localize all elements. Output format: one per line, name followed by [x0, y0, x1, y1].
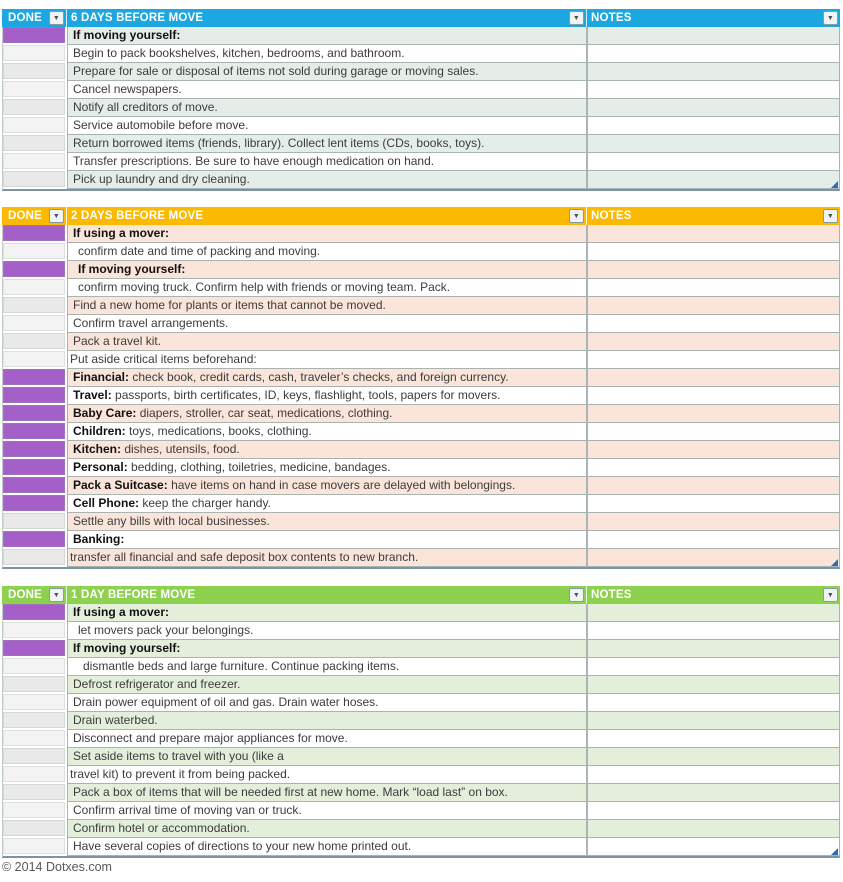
column-filter-button[interactable]	[569, 11, 584, 25]
notes-cell[interactable]	[586, 315, 839, 333]
table-row	[3, 333, 839, 351]
task-cell[interactable]	[67, 225, 586, 243]
done-cell-marked[interactable]	[3, 495, 67, 513]
notes-cell[interactable]	[586, 748, 839, 766]
task-text: have items on hand in case movers are delayed with belongings.	[167, 478, 516, 492]
task-text: Drain power equipment of oil and gas. Drain water hoses.	[73, 695, 379, 709]
task-text: Confirm arrival time of moving van or truck.	[73, 803, 302, 817]
task-text: Find a new home for plants or items that cannot be moved.	[73, 298, 386, 312]
table-row	[3, 243, 839, 261]
done-cell[interactable]	[3, 99, 67, 117]
done-cell[interactable]	[3, 676, 67, 694]
done-cell[interactable]	[3, 243, 67, 261]
done-cell[interactable]	[3, 333, 67, 351]
task-cell[interactable]	[67, 135, 586, 153]
task-text: Pick up laundry and dry cleaning.	[73, 172, 250, 186]
notes-cell[interactable]	[586, 658, 839, 676]
task-text-bold: Banking:	[73, 532, 125, 546]
notes-cell[interactable]	[586, 63, 839, 81]
table-row	[3, 658, 839, 676]
table-row	[3, 730, 839, 748]
notes-cell[interactable]	[586, 387, 839, 405]
table-row	[3, 63, 839, 81]
task-text-bold: Children:	[73, 424, 126, 438]
task-text: toys, medications, books, clothing.	[125, 424, 312, 438]
task-text-bold: Personal:	[73, 460, 128, 474]
notes-cell[interactable]	[586, 549, 839, 567]
done-column-header	[2, 9, 67, 27]
table-row	[3, 748, 839, 766]
done-cell[interactable]	[3, 45, 67, 63]
done-cell-marked[interactable]	[3, 27, 67, 45]
table-row	[3, 297, 839, 315]
notes-cell[interactable]	[586, 297, 839, 315]
notes-cell[interactable]	[586, 459, 839, 477]
done-cell[interactable]	[3, 766, 67, 784]
notes-cell[interactable]	[586, 99, 839, 117]
chevron-down-icon: ▼	[572, 14, 581, 22]
task-text: Transfer prescriptions. Be sure to have enough medication on hand.	[73, 154, 435, 168]
task-cell[interactable]	[67, 387, 586, 405]
chevron-down-icon: ▼	[52, 212, 61, 220]
done-cell[interactable]	[3, 153, 67, 171]
table-row	[3, 676, 839, 694]
task-text: transfer all financial and safe deposit box contents to new branch.	[70, 550, 419, 564]
done-cell[interactable]	[3, 171, 67, 189]
section-title: 2 DAYS BEFORE MOVE	[71, 210, 204, 222]
task-text-bold: Cell Phone:	[73, 496, 140, 510]
notes-cell[interactable]	[586, 766, 839, 784]
notes-column-header	[587, 586, 840, 604]
chevron-down-icon: ▼	[52, 591, 61, 599]
section-title-header	[67, 586, 587, 604]
notes-cell[interactable]	[586, 117, 839, 135]
notes-cell[interactable]	[586, 838, 839, 856]
done-cell-marked[interactable]	[3, 369, 67, 387]
task-text: Put aside critical items beforehand:	[70, 352, 257, 366]
section-title: 1 DAY BEFORE MOVE	[71, 589, 196, 601]
task-cell[interactable]	[67, 351, 586, 369]
done-cell[interactable]	[3, 297, 67, 315]
task-text: bedding, clothing, toiletries, medicine, bandages.	[127, 460, 391, 474]
notes-cell[interactable]	[586, 423, 839, 441]
notes-cell[interactable]	[586, 81, 839, 99]
task-text: dismantle beds and large furniture. Continue packing items.	[83, 659, 400, 673]
task-text: passports, birth certificates, ID, keys, flashlight, tools, papers for movers.	[111, 388, 501, 402]
table-row	[3, 549, 839, 567]
task-text: Prepare for sale or disposal of items not sold during garage or moving sales.	[73, 64, 479, 78]
done-cell[interactable]	[3, 784, 67, 802]
done-cell[interactable]	[3, 730, 67, 748]
done-cell[interactable]	[3, 549, 67, 567]
task-text: confirm date and time of packing and moving.	[78, 244, 321, 258]
task-text-bold: Travel:	[73, 388, 112, 402]
done-cell-marked[interactable]	[3, 387, 67, 405]
task-cell[interactable]	[67, 477, 586, 495]
task-text: check book, credit cards, cash, traveler’s checks, and foreign currency.	[129, 370, 509, 384]
table-resize-handle[interactable]	[831, 181, 838, 188]
notes-cell[interactable]	[586, 369, 839, 387]
chevron-down-icon: ▼	[826, 212, 835, 220]
notes-cell[interactable]	[586, 333, 839, 351]
notes-column-label: NOTES	[591, 12, 632, 24]
done-column-label: DONE	[8, 210, 43, 222]
task-cell[interactable]	[67, 27, 586, 45]
task-text: Pack a travel kit.	[73, 334, 162, 348]
column-filter-button[interactable]	[569, 588, 584, 602]
table-row	[3, 423, 839, 441]
table-row	[3, 387, 839, 405]
table-header	[2, 207, 840, 225]
notes-cell[interactable]	[586, 531, 839, 549]
done-cell-marked[interactable]	[3, 531, 67, 549]
notes-cell[interactable]	[586, 351, 839, 369]
done-column-header	[2, 586, 67, 604]
table-resize-handle[interactable]	[831, 559, 838, 566]
notes-cell[interactable]	[586, 225, 839, 243]
done-cell-marked[interactable]	[3, 640, 67, 658]
table-row	[3, 495, 839, 513]
column-filter-button[interactable]	[823, 209, 838, 223]
task-text: let movers pack your belongings.	[78, 623, 254, 637]
done-cell[interactable]	[3, 694, 67, 712]
done-column-label: DONE	[8, 589, 43, 601]
copyright-text: © 2014 Dotxes.com	[2, 860, 112, 874]
table-row	[3, 261, 839, 279]
task-cell[interactable]	[67, 838, 586, 856]
task-cell[interactable]	[67, 712, 586, 730]
table-row	[3, 838, 839, 856]
task-cell[interactable]	[67, 604, 586, 622]
task-cell[interactable]	[67, 171, 586, 189]
task-text-bold: If moving yourself:	[73, 28, 181, 42]
task-cell[interactable]	[67, 676, 586, 694]
task-cell[interactable]	[67, 297, 586, 315]
task-cell[interactable]	[67, 261, 586, 279]
chevron-down-icon: ▼	[572, 591, 581, 599]
notes-cell[interactable]	[586, 604, 839, 622]
column-filter-button[interactable]	[823, 588, 838, 602]
table-row	[3, 225, 839, 243]
section-title-header	[67, 207, 587, 225]
table-row	[3, 459, 839, 477]
table-row	[3, 99, 839, 117]
done-cell[interactable]	[3, 63, 67, 81]
section-title: 6 DAYS BEFORE MOVE	[71, 12, 204, 24]
notes-cell[interactable]	[586, 171, 839, 189]
task-cell[interactable]	[67, 802, 586, 820]
done-cell-marked[interactable]	[3, 225, 67, 243]
table-header	[2, 586, 840, 604]
table-body	[2, 27, 840, 191]
checklist-table-2-days-before-move	[2, 207, 840, 569]
table-row	[3, 622, 839, 640]
done-cell[interactable]	[3, 748, 67, 766]
table-row	[3, 712, 839, 730]
done-column-label: DONE	[8, 12, 43, 24]
column-filter-button[interactable]	[49, 209, 64, 223]
done-cell-marked[interactable]	[3, 405, 67, 423]
task-text: dishes, utensils, food.	[121, 442, 240, 456]
task-cell[interactable]	[67, 495, 586, 513]
task-text-bold: If using a mover:	[73, 605, 170, 619]
chevron-down-icon: ▼	[826, 591, 835, 599]
done-cell-marked[interactable]	[3, 604, 67, 622]
task-text-bold: Baby Care:	[73, 406, 137, 420]
notes-cell[interactable]	[586, 405, 839, 423]
task-text: Defrost refrigerator and freezer.	[73, 677, 241, 691]
notes-cell[interactable]	[586, 640, 839, 658]
task-text-bold: If moving yourself:	[73, 641, 181, 655]
task-cell[interactable]	[67, 640, 586, 658]
done-cell[interactable]	[3, 622, 67, 640]
table-row	[3, 135, 839, 153]
task-cell[interactable]	[67, 531, 586, 549]
task-text-bold: If moving yourself:	[78, 262, 186, 276]
task-text: Confirm hotel or accommodation.	[73, 821, 250, 835]
table-row	[3, 27, 839, 45]
task-cell[interactable]	[67, 441, 586, 459]
done-cell[interactable]	[3, 81, 67, 99]
task-text: Begin to pack bookshelves, kitchen, bedrooms, and bathroom.	[73, 46, 405, 60]
table-row	[3, 766, 839, 784]
table-row	[3, 153, 839, 171]
notes-column-label: NOTES	[591, 589, 632, 601]
task-text: Notify all creditors of move.	[73, 100, 218, 114]
notes-column-label: NOTES	[591, 210, 632, 222]
task-text: confirm moving truck. Confirm help with friends or moving team. Pack.	[78, 280, 451, 294]
task-text: travel kit) to prevent it from being packed.	[70, 767, 291, 781]
done-cell[interactable]	[3, 315, 67, 333]
table-body	[2, 225, 840, 569]
task-text-bold: Kitchen:	[73, 442, 121, 456]
table-row	[3, 117, 839, 135]
column-filter-button[interactable]	[49, 588, 64, 602]
table-row	[3, 604, 839, 622]
notes-cell[interactable]	[586, 676, 839, 694]
task-cell[interactable]	[67, 622, 586, 640]
checklist-table-1-day-before-move	[2, 586, 840, 858]
table-row	[3, 369, 839, 387]
task-text: Confirm travel arrangements.	[73, 316, 229, 330]
table-row	[3, 45, 839, 63]
task-cell[interactable]	[67, 369, 586, 387]
table-row	[3, 351, 839, 369]
task-text-bold: If using a mover:	[73, 226, 170, 240]
done-cell[interactable]	[3, 802, 67, 820]
table-row	[3, 477, 839, 495]
task-cell[interactable]	[67, 45, 586, 63]
notes-cell[interactable]	[586, 441, 839, 459]
notes-cell[interactable]	[586, 622, 839, 640]
task-cell[interactable]	[67, 279, 586, 297]
column-filter-button[interactable]	[49, 11, 64, 25]
done-cell[interactable]	[3, 117, 67, 135]
task-cell[interactable]	[67, 315, 586, 333]
task-cell[interactable]	[67, 63, 586, 81]
task-cell[interactable]	[67, 153, 586, 171]
notes-cell[interactable]	[586, 261, 839, 279]
table-row	[3, 640, 839, 658]
notes-cell[interactable]	[586, 135, 839, 153]
done-cell-marked[interactable]	[3, 441, 67, 459]
task-cell[interactable]	[67, 820, 586, 838]
task-text-bold: Pack a Suitcase:	[73, 478, 168, 492]
task-text: Cancel newspapers.	[73, 82, 182, 96]
notes-cell[interactable]	[586, 243, 839, 261]
task-cell[interactable]	[67, 423, 586, 441]
table-header	[2, 9, 840, 27]
task-text: Set aside items to travel with you (like a	[73, 749, 284, 763]
chevron-down-icon: ▼	[826, 14, 835, 22]
table-resize-handle[interactable]	[831, 848, 838, 855]
task-cell[interactable]	[67, 549, 586, 567]
table-row	[3, 531, 839, 549]
task-cell[interactable]	[67, 513, 586, 531]
task-text: Return borrowed items (friends, library). Collect lent items (CDs, books, toys).	[73, 136, 485, 150]
notes-cell[interactable]	[586, 513, 839, 531]
task-text: keep the charger handy.	[139, 496, 271, 510]
notes-cell[interactable]	[586, 694, 839, 712]
notes-cell[interactable]	[586, 27, 839, 45]
task-cell[interactable]	[67, 766, 586, 784]
notes-cell[interactable]	[586, 495, 839, 513]
task-cell[interactable]	[67, 117, 586, 135]
task-text: diapers, stroller, car seat, medications, clothing.	[136, 406, 393, 420]
done-cell-marked[interactable]	[3, 261, 67, 279]
notes-cell[interactable]	[586, 784, 839, 802]
done-cell[interactable]	[3, 279, 67, 297]
table-row	[3, 441, 839, 459]
table-row	[3, 405, 839, 423]
notes-column-header	[587, 9, 840, 27]
notes-cell[interactable]	[586, 45, 839, 63]
task-cell[interactable]	[67, 730, 586, 748]
done-cell[interactable]	[3, 135, 67, 153]
table-row	[3, 279, 839, 297]
task-cell[interactable]	[67, 405, 586, 423]
done-column-header	[2, 207, 67, 225]
task-text: Have several copies of directions to your new home printed out.	[73, 839, 412, 853]
notes-cell[interactable]	[586, 153, 839, 171]
task-cell[interactable]	[67, 748, 586, 766]
task-text: Drain waterbed.	[73, 713, 158, 727]
table-row	[3, 784, 839, 802]
notes-cell[interactable]	[586, 730, 839, 748]
task-cell[interactable]	[67, 243, 586, 261]
done-cell[interactable]	[3, 351, 67, 369]
checklist-table-6-days-before-move	[2, 9, 840, 191]
table-row	[3, 171, 839, 189]
column-filter-button[interactable]	[823, 11, 838, 25]
notes-cell[interactable]	[586, 477, 839, 495]
table-row	[3, 820, 839, 838]
section-title-header	[67, 9, 587, 27]
task-cell[interactable]	[67, 333, 586, 351]
chevron-down-icon: ▼	[52, 14, 61, 22]
task-cell[interactable]	[67, 784, 586, 802]
table-row	[3, 694, 839, 712]
notes-cell[interactable]	[586, 820, 839, 838]
notes-cell[interactable]	[586, 802, 839, 820]
chevron-down-icon: ▼	[572, 212, 581, 220]
task-text-bold: Financial:	[73, 370, 130, 384]
task-cell[interactable]	[67, 658, 586, 676]
task-cell[interactable]	[67, 81, 586, 99]
done-cell[interactable]	[3, 712, 67, 730]
done-cell[interactable]	[3, 513, 67, 531]
done-cell-marked[interactable]	[3, 477, 67, 495]
done-cell[interactable]	[3, 820, 67, 838]
table-row	[3, 802, 839, 820]
done-cell[interactable]	[3, 658, 67, 676]
task-text: Service automobile before move.	[73, 118, 249, 132]
notes-column-header	[587, 207, 840, 225]
table-body	[2, 604, 840, 858]
done-cell-marked[interactable]	[3, 459, 67, 477]
task-cell[interactable]	[67, 694, 586, 712]
table-row	[3, 513, 839, 531]
task-cell[interactable]	[67, 99, 586, 117]
notes-cell[interactable]	[586, 712, 839, 730]
done-cell-marked[interactable]	[3, 423, 67, 441]
done-cell[interactable]	[3, 838, 67, 856]
column-filter-button[interactable]	[569, 209, 584, 223]
notes-cell[interactable]	[586, 279, 839, 297]
table-row	[3, 315, 839, 333]
task-text: Disconnect and prepare major appliances for move.	[73, 731, 348, 745]
task-cell[interactable]	[67, 459, 586, 477]
task-text: Pack a box of items that will be needed first at new home. Mark “load last” on box.	[73, 785, 508, 799]
task-text: Settle any bills with local businesses.	[73, 514, 270, 528]
table-row	[3, 81, 839, 99]
